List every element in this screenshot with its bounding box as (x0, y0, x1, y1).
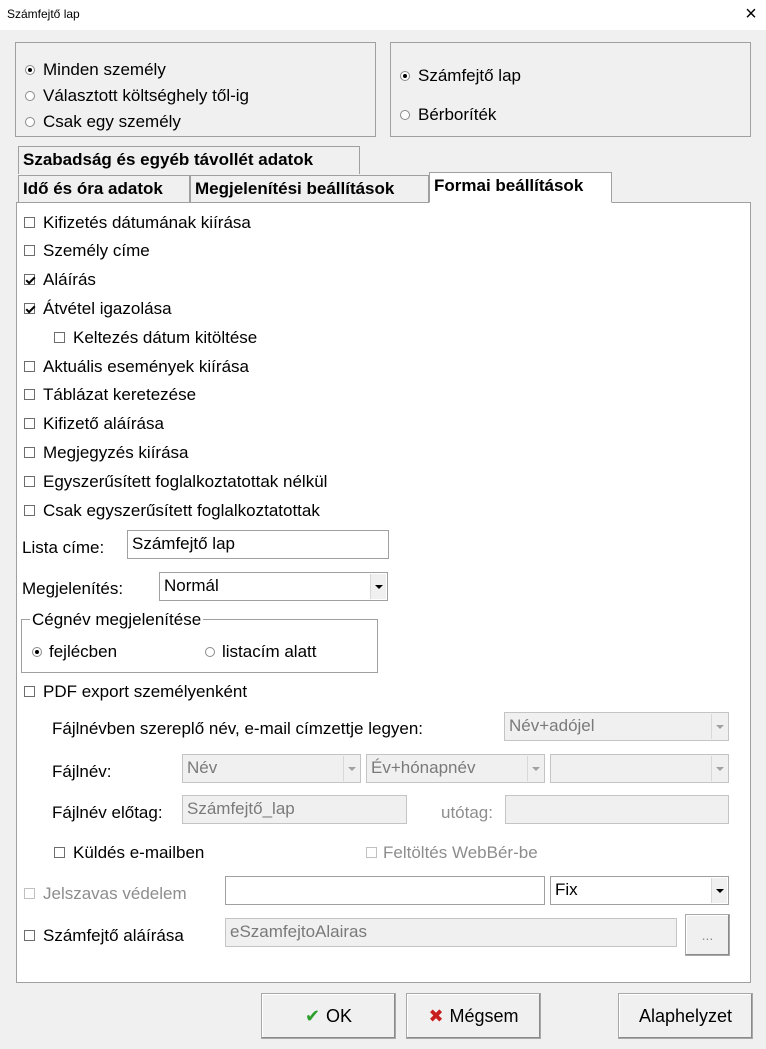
radio-button (25, 117, 35, 127)
checkbox (24, 930, 35, 941)
fajlnevben-select[interactable] (504, 712, 729, 741)
checkbox (24, 303, 35, 314)
checkbox-kuldes-emailben[interactable] (54, 843, 254, 863)
jelszo-mode-select[interactable] (550, 876, 729, 905)
checkbox-label: Csak egyszerűsített foglalkoztatottak (43, 501, 320, 520)
tab-ido-es-ora[interactable]: Idő és óra adatok (18, 175, 190, 203)
reset-button[interactable] (618, 993, 753, 1039)
checkbox (24, 389, 35, 400)
fajlnev-select-1[interactable] (182, 754, 361, 783)
lista-cime-input[interactable]: Számfejtő lap (127, 530, 389, 559)
chevron-down-icon[interactable] (527, 756, 543, 781)
jelszo-input[interactable] (225, 876, 545, 905)
cancel-label: Mégsem (449, 1005, 519, 1026)
chevron-down-icon[interactable] (711, 878, 727, 903)
fajlnev-select-3[interactable] (550, 754, 729, 783)
chevron-down-icon[interactable] (343, 756, 359, 781)
checkbox (24, 418, 35, 429)
megjelenites-select[interactable] (159, 572, 388, 601)
radio-listacim-alatt[interactable] (205, 642, 365, 662)
checkbox (24, 447, 35, 458)
radio-button (25, 91, 35, 101)
chevron-down-icon[interactable] (711, 714, 727, 739)
checkbox-alairas[interactable] (24, 270, 324, 290)
tab-formai-beallitasok[interactable]: Formai beállítások (429, 172, 612, 203)
radio-label: fejlécben (49, 642, 118, 661)
checkbox-label: Kifizetés dátumának kiírása (43, 213, 251, 232)
title-bar (0, 0, 766, 30)
elotag-input[interactable]: Számfejtő_lap (182, 795, 407, 824)
fajlnev-select-2[interactable] (366, 754, 545, 783)
browse-button[interactable]: ... (685, 914, 730, 956)
alairas-input[interactable]: eSzamfejtoAlairas (225, 918, 677, 947)
checkbox-label: Átvétel igazolása (43, 299, 172, 318)
checkbox (24, 245, 35, 256)
checkbox (366, 847, 377, 858)
radio-label: Számfejtő lap (418, 66, 521, 85)
checkbox-tablazat-keretezese[interactable] (24, 385, 324, 405)
tab-szabadsag[interactable]: Szabadság és egyéb távollét adatok (18, 146, 360, 174)
checkbox-jelszavas-vedelem[interactable] (24, 884, 214, 904)
checkbox-label: Számfejtő aláírása (43, 926, 184, 945)
fajlnevben-label: Fájlnévben szereplő név, e-mail címzettje legyen: (52, 719, 424, 738)
checkbox-label: Aktuális események kiírása (43, 357, 249, 376)
elotag-label: Fájlnév előtag: (52, 803, 163, 822)
checkbox-aktualis-esemenyek[interactable] (24, 357, 324, 377)
checkbox-feltoltes-webber[interactable] (366, 843, 586, 863)
checkbox-label: Kifizető aláírása (43, 414, 164, 433)
chevron-down-icon[interactable] (370, 574, 386, 599)
window-title: Számfejtő lap (7, 7, 80, 21)
checkbox (24, 217, 35, 228)
radio-button (400, 71, 410, 81)
checkbox (24, 361, 35, 372)
checkbox-label: Egyszerűsített foglalkoztatottak nélkül (43, 472, 328, 491)
radio-label: Bérboríték (418, 105, 497, 124)
radio-label: listacím alatt (222, 642, 317, 661)
lista-cime-label: Lista címe: (22, 538, 105, 557)
jelszo-mode-value: Fix (555, 880, 578, 899)
cegnev-legend: Cégnév megjelenítése (32, 610, 202, 629)
checkbox (24, 476, 35, 487)
checkbox-label: Küldés e-mailben (73, 843, 205, 862)
checkbox (24, 505, 35, 516)
checkbox-kifizeto-alairasa[interactable] (24, 414, 324, 434)
radio-button (32, 647, 42, 657)
checkbox-csak-egyszerusitett[interactable] (24, 501, 364, 521)
cancel-button[interactable] (406, 993, 541, 1039)
radio-label: Minden személy (43, 60, 166, 79)
cross-icon: ✖ (428, 1005, 444, 1026)
checkbox-label: PDF export személyenként (43, 682, 248, 701)
radio-button (205, 647, 215, 657)
utotag-input[interactable] (505, 795, 729, 824)
megjelenites-value: Normál (164, 576, 219, 595)
checkbox-label: Személy címe (43, 241, 150, 260)
close-icon[interactable]: × (745, 3, 757, 25)
checkbox-szemely-cime[interactable] (24, 241, 324, 261)
fajlnevben-value: Név+adójel (509, 716, 595, 735)
checkbox-egyszerusitett-nelkul[interactable] (24, 472, 364, 492)
ok-button[interactable] (261, 993, 396, 1039)
checkbox-label: Megjegyzés kiírása (43, 443, 189, 462)
radio-fejlecben[interactable] (32, 642, 172, 662)
checkbox-label: Feltöltés WebBér-be (383, 843, 538, 862)
fajlnev-value-1: Név (187, 758, 218, 777)
checkbox-keltezes-datum[interactable] (54, 328, 354, 348)
checkbox (54, 847, 65, 858)
checkbox-szamfejto-alairasa[interactable] (24, 926, 224, 946)
checkbox-atvetel-igazolasa[interactable] (24, 299, 324, 319)
checkbox (24, 888, 35, 899)
fajlnev-label: Fájlnév: (52, 762, 112, 781)
reset-label: Alaphelyzet (638, 1005, 733, 1026)
chevron-down-icon[interactable] (711, 756, 727, 781)
radio-label: Csak egy személy (43, 112, 181, 131)
checkbox (24, 274, 35, 285)
megjelenites-label: Megjelenítés: (22, 579, 124, 598)
fajlnev-value-2: Év+hónapnév (371, 758, 476, 777)
checkbox-label: Aláírás (43, 270, 96, 289)
ok-label: OK (326, 1005, 353, 1026)
utotag-label: utótag: (441, 803, 493, 822)
radio-label: Választott költséghely től-ig (43, 86, 249, 105)
checkbox-kifizetes-datuma[interactable] (24, 213, 324, 233)
checkbox (54, 332, 65, 343)
checkbox-label: Jelszavas védelem (43, 884, 187, 903)
checkbox-megjegyzes-kiirasa[interactable] (24, 443, 324, 463)
checkbox-pdf-export[interactable] (24, 682, 324, 702)
check-icon: ✔ (304, 1005, 321, 1026)
tab-megjelenitesi[interactable]: Megjelenítési beállítások (190, 175, 429, 203)
checkbox (24, 686, 35, 697)
radio-button (25, 65, 35, 75)
checkbox-label: Keltezés dátum kitöltése (73, 328, 258, 347)
checkbox-label: Táblázat keretezése (43, 385, 197, 404)
radio-button (400, 110, 410, 120)
